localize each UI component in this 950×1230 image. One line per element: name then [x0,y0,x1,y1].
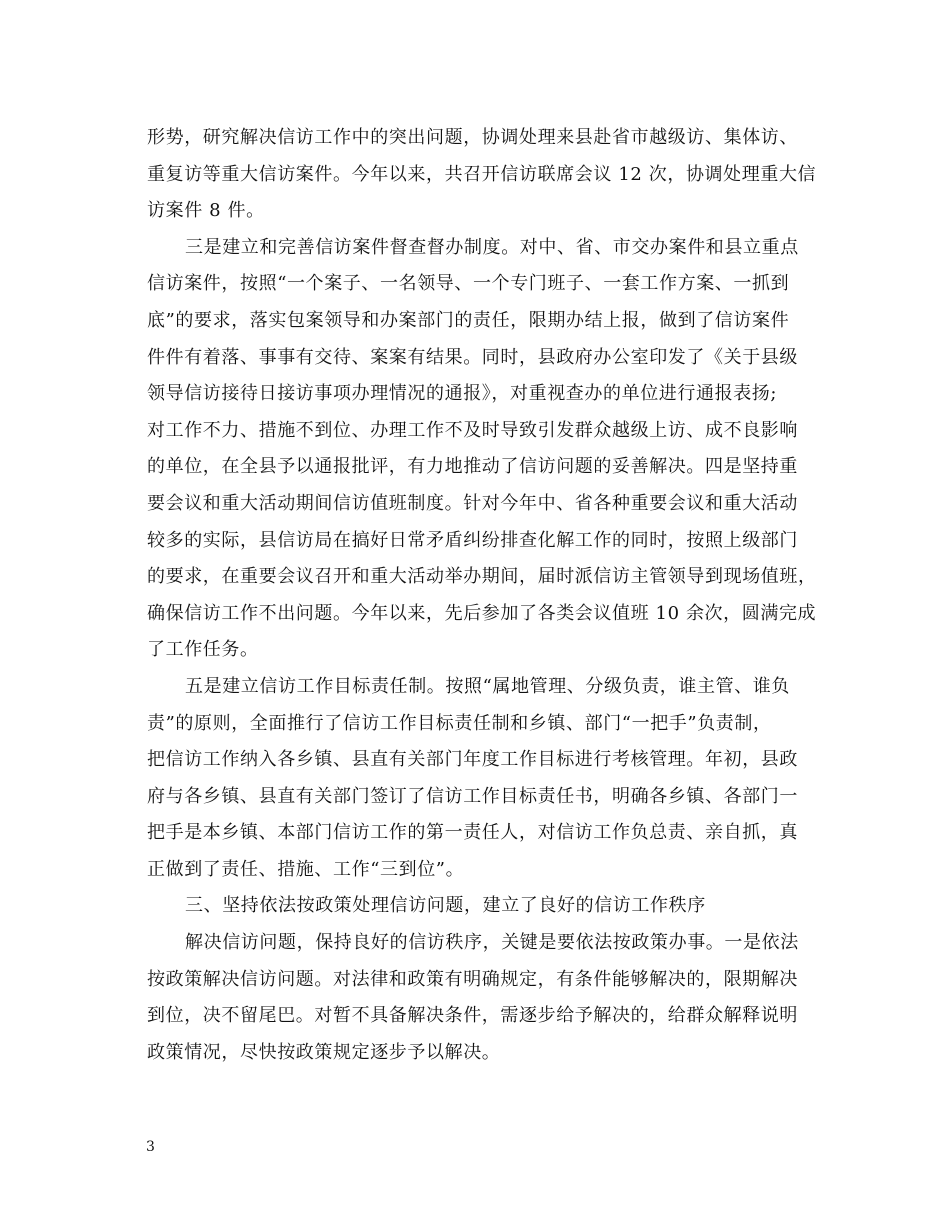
text-line: 责”的原则，全面推行了信访工作目标责任制和乡镇、部门“一把手”负责制， [147,712,772,734]
document-body [147,120,817,1071]
text-line: 确保信访工作不出问题。今年以来，先后参加了各类会议值班 10 余次，圆满完成 [147,602,817,624]
paragraph-start-line: 解决信访问题，保持良好的信访秩序，关键是要依法按政策办事。一是依法 [185,932,799,954]
text-line: 到位，决不留尾巴。对暂不具备解决条件，需逐步给予解决的，给群众解释说明 [147,1005,798,1027]
text-line: 信访案件，按照“一个案子、一名领导、一个专门班子、一套工作方案、一抓到 [147,273,790,295]
page-number: 3 [146,1139,155,1155]
text-line: 政策情况，尽快按政策规定逐步予以解决。 [147,1041,501,1063]
text-line: 的单位，在全县予以通报批评，有力地推动了信访问题的妥善解决。四是坚持重 [147,456,798,478]
text-line: 底”的要求，落实包案领导和办案部门的责任，限期办结上报，做到了信访案件 [147,309,790,331]
text-line: 正做到了责任、措施、工作“三到位”。 [147,858,465,880]
text-line: 按政策解决信访问题。对法律和政策有明确规定，有条件能够解决的，限期解决 [147,968,798,990]
text-line: 件件有着落、事事有交待、案案有结果。同时，县政府办公室印发了《关于县级 [147,346,798,368]
text-line: 府与各乡镇、县直有关部门签订了信访工作目标责任书，明确各乡镇、各部门一 [147,785,798,807]
text-line: 较多的实际，县信访局在搞好日常矛盾纠纷排查化解工作的同时，按照上级部门 [147,529,798,551]
text-line: 形势，研究解决信访工作中的突出问题，协调处理来县赴省市越级访、集体访、 [147,127,798,148]
text-line: 要会议和重大活动期间信访值班制度。针对今年中、省各种重要会议和重大活动 [147,492,798,514]
paragraph-start-line: 三是建立和完善信访案件督查督办制度。对中、省、市交办案件和县立重点 [185,236,799,258]
text-line: 重复访等重大信访案件。今年以来，共召开信访联席会议 12 次，协调处理重大信 [147,163,817,185]
paragraph-start-line: 五是建立信访工作目标责任制。按照“属地管理、分级负责，谁主管、谁负 [185,675,790,697]
text-line: 对工作不力、措施不到位、办理工作不及时导致引发群众越级上访、成不良影响 [147,419,798,441]
text-line: 把手是本乡镇、本部门信访工作的第一责任人，对信访工作负总责、亲自抓，真 [147,822,798,844]
text-line: 的要求，在重要会议召开和重大活动举办期间，届时派信访主管领导到现场值班， [147,566,817,588]
text-line: 访案件 8 件。 [147,200,265,222]
text-line: 把信访工作纳入各乡镇、县直有关部门年度工作目标进行考核管理。年初，县政 [147,749,798,771]
text-line: 了工作任务。 [147,639,259,661]
text-line: 领导信访接待日接访事项办理情况的通报》，对重视查办的单位进行通报表扬; [147,383,778,405]
section-heading: 三、坚持依法按政策处理信访问题，建立了良好的信访工作秩序 [185,895,706,917]
